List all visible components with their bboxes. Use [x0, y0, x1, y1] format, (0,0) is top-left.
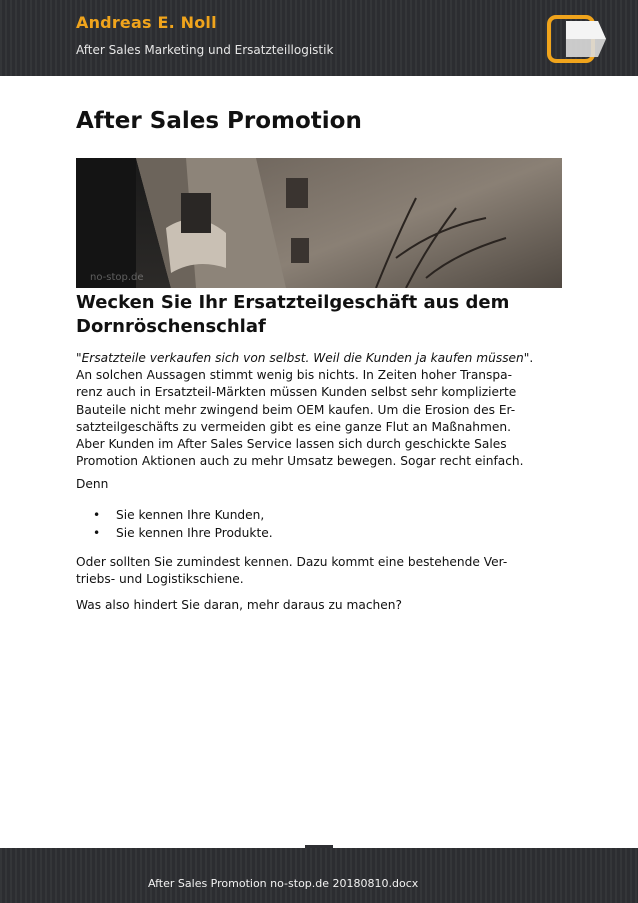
intro-line: renz auch in Ersatzteil-Märkten müssen Kunden selbst sehr komplizierte: [76, 385, 517, 400]
bullet-list: [76, 507, 273, 542]
intro-line: Promotion Aktionen auch zu mehr Umsatz bewegen. Sogar recht einfach.: [76, 454, 524, 469]
author-name: Andreas E. Noll: [76, 13, 217, 32]
castle-photo: [76, 158, 562, 288]
intro-paragraph: [76, 350, 568, 470]
closing-question: Was also hindert Sie daran, mehr daraus zu machen?: [76, 598, 402, 612]
page-header: [0, 0, 638, 76]
page-footer: [0, 848, 638, 903]
denn-line: Denn: [76, 477, 109, 491]
intro-line: Bauteile nicht mehr zwingend beim OEM kaufen. Um die Erosion des Er-: [76, 402, 516, 417]
list-item-text: Sie kennen Ihre Kunden,: [116, 508, 265, 522]
intro-quote: Ersatzteile verkaufen sich von selbst. Weil die Kunden ja kaufen müssen: [81, 351, 524, 365]
intro-line: Aber Kunden im After Sales Service lassen sich durch geschickte Sales: [76, 437, 507, 452]
list-item-text: Sie kennen Ihre Produkte.: [116, 525, 273, 540]
list-item: [76, 507, 273, 525]
intro-line: An solchen Aussagen stimmt wenig bis nichts. In Zeiten hoher Transpa-: [76, 368, 512, 383]
play-arrow-logo-icon: [546, 14, 608, 64]
intro-quote-line: "Ersatzteile verkaufen sich von selbst. Weil die Kunden ja kaufen müssen".: [76, 351, 534, 365]
intro-line: satzteilgeschäfts zu vermeiden gibt es eine ganze Flut an Maßnahmen.: [76, 419, 511, 434]
bullet-icon: •: [93, 508, 101, 522]
second-paragraph: [76, 554, 568, 588]
image-watermark: no-stop.de: [90, 272, 144, 283]
document-title: After Sales Promotion: [76, 108, 362, 134]
author-tagline: After Sales Marketing und Ersatzteillogistik: [76, 43, 334, 57]
para-line: triebs- und Logistikschiene.: [76, 572, 244, 587]
footer-filename: After Sales Promotion no-stop.de 20180810.docx: [148, 877, 419, 890]
bullet-icon: •: [93, 525, 101, 540]
list-item: [76, 525, 273, 543]
document-subheading: Wecken Sie Ihr Ersatzteilgeschäft aus dem Dornröschenschlaf: [76, 292, 510, 337]
para-line: Oder sollten Sie zumindest kennen. Dazu kommt eine bestehende Ver-: [76, 555, 508, 569]
